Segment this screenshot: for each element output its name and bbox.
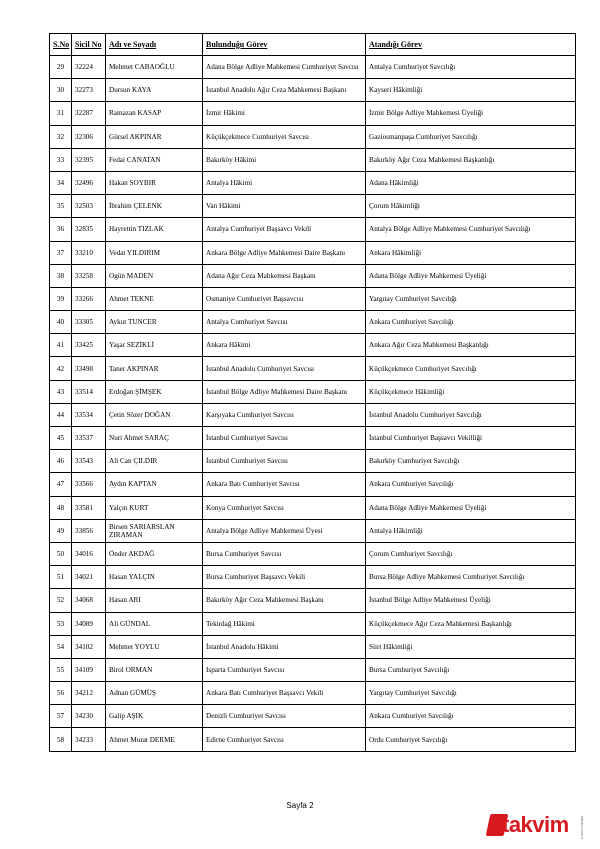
cell-current-position: Antalya Hâkimi (203, 171, 366, 194)
watermark-brand: takvim (502, 812, 569, 837)
cell-current-position: Bakırköy Hâkimi (203, 148, 366, 171)
cell-sicil: 33856 (72, 519, 106, 542)
cell-name: Yalçın KURT (106, 496, 203, 519)
cell-name: Gürsel AKPINAR (106, 125, 203, 148)
cell-name: Dursun KAYA (106, 79, 203, 102)
cell-sicil: 34230 (72, 705, 106, 728)
cell-sicil: 33581 (72, 496, 106, 519)
cell-sno: 35 (50, 195, 72, 218)
table-row (50, 728, 576, 751)
table-row (50, 427, 576, 450)
table-row (50, 195, 576, 218)
cell-assigned-position: Ordu Cumhuriyet Savcılığı (366, 728, 576, 751)
cell-sicil: 34212 (72, 682, 106, 705)
cell-sno: 56 (50, 682, 72, 705)
appointments-table (49, 33, 576, 752)
cell-sicil: 33534 (72, 403, 106, 426)
table-row (50, 148, 576, 171)
table-row (50, 635, 576, 658)
cell-name: Yaşar SEZİKLİ (106, 334, 203, 357)
cell-sicil: 32287 (72, 102, 106, 125)
cell-name: Çetin Sözer DOĞAN (106, 403, 203, 426)
cell-sicil: 33258 (72, 264, 106, 287)
table-row (50, 542, 576, 565)
table-row (50, 334, 576, 357)
cell-current-position: Ankara Bölge Adliye Mahkemesi Daire Başkanı (203, 241, 366, 264)
table-row (50, 496, 576, 519)
cell-assigned-position: Antalya Hâkimliği (366, 519, 576, 542)
cell-name: Hakan SOYBIR (106, 171, 203, 194)
cell-name: Birsen SARIARSLAN ZIRAMAN (106, 519, 203, 542)
cell-assigned-position: Ankara Hâkimliği (366, 241, 576, 264)
cell-assigned-position: İstanbul Bölge Adliye Mahkemesi Üyeliği (366, 589, 576, 612)
cell-name: Aykut TUNCER (106, 311, 203, 334)
cell-sno: 36 (50, 218, 72, 241)
cell-name: Hasan ARI (106, 589, 203, 612)
cell-assigned-position: Antalya Bölge Adliye Mahkemesi Cumhuriyet Savcılığı (366, 218, 576, 241)
cell-sicil: 34016 (72, 542, 106, 565)
cell-sicil: 33537 (72, 427, 106, 450)
cell-sno: 53 (50, 612, 72, 635)
cell-sno: 57 (50, 705, 72, 728)
cell-sno: 33 (50, 148, 72, 171)
cell-current-position: Van Hâkimi (203, 195, 366, 218)
cell-current-position: Karşıyaka Cumhuriyet Savcısı (203, 403, 366, 426)
cell-current-position: Ankara Batı Cumhuriyet Başsavcı Vekili (203, 682, 366, 705)
cell-current-position: İstanbul Cumhuriyet Savcısı (203, 450, 366, 473)
header-name: Adı ve Soyadı (106, 34, 203, 56)
cell-sicil: 34089 (72, 612, 106, 635)
cell-sno: 29 (50, 56, 72, 79)
cell-sicil: 32835 (72, 218, 106, 241)
cell-sicil: 33425 (72, 334, 106, 357)
cell-sicil: 32395 (72, 148, 106, 171)
cell-assigned-position: Yargıtay Cumhuriyet Savcılığı (366, 287, 576, 310)
cell-current-position: Antalya Bölge Adliye Mahkemesi Üyesi (203, 519, 366, 542)
cell-name: Birol ORMAN (106, 658, 203, 681)
cell-assigned-position: Kayseri Hâkimliği (366, 79, 576, 102)
cell-current-position: İstanbul Anadolu Ağır Ceza Mahkemesi Başkanı (203, 79, 366, 102)
cell-assigned-position: Çorum Cumhuriyet Savcılığı (366, 542, 576, 565)
cell-current-position: İstanbul Anadolu Hâkimi (203, 635, 366, 658)
cell-sno: 50 (50, 542, 72, 565)
cell-current-position: Konya Cumhuriyet Savcısı (203, 496, 366, 519)
cell-sicil: 34021 (72, 566, 106, 589)
cell-assigned-position: Ankara Cumhuriyet Savcılığı (366, 705, 576, 728)
watermark-domain: takvim.com.tr (580, 816, 585, 840)
cell-sicil: 33266 (72, 287, 106, 310)
cell-sno: 30 (50, 79, 72, 102)
cell-sno: 39 (50, 287, 72, 310)
cell-sno: 43 (50, 380, 72, 403)
cell-current-position: Denizli Cumhuriyet Savcısı (203, 705, 366, 728)
cell-name: Hayrettin TIZLAK (106, 218, 203, 241)
cell-assigned-position: Adana Hâkimliği (366, 171, 576, 194)
cell-current-position: Bursa Cumhuriyet Başsavcı Vekili (203, 566, 366, 589)
cell-sicil: 32273 (72, 79, 106, 102)
cell-current-position: İstanbul Cumhuriyet Savcısı (203, 427, 366, 450)
takvim-watermark-logo (488, 812, 588, 842)
table-row (50, 403, 576, 426)
table-row (50, 241, 576, 264)
cell-name: Adnan GÜMÜŞ (106, 682, 203, 705)
header-sno: S.No (50, 34, 72, 56)
cell-sno: 32 (50, 125, 72, 148)
cell-name: Ogün MADEN (106, 264, 203, 287)
cell-sicil: 33566 (72, 473, 106, 496)
cell-name: Hasan YALÇIN (106, 566, 203, 589)
cell-name: Galip AŞIK (106, 705, 203, 728)
table-row (50, 311, 576, 334)
cell-current-position: Bursa Cumhuriyet Savcısı (203, 542, 366, 565)
cell-current-position: Adana Bölge Adliye Mahkemesi Cumhuriyet Savcısı (203, 56, 366, 79)
cell-sicil: 32306 (72, 125, 106, 148)
cell-assigned-position: Çorum Hâkimliği (366, 195, 576, 218)
cell-assigned-position: Yargıtay Cumhuriyet Savcılığı (366, 682, 576, 705)
cell-name: Ahmet TEKNE (106, 287, 203, 310)
cell-current-position: Ankara Batı Cumhuriyet Savcısı (203, 473, 366, 496)
cell-sicil: 34233 (72, 728, 106, 751)
table-row (50, 682, 576, 705)
cell-name: Ramazan KASAP (106, 102, 203, 125)
cell-current-position: İstanbul Anadolu Cumhuriyet Savcısı (203, 357, 366, 380)
table-row (50, 264, 576, 287)
cell-name: Erdoğan ŞİMŞEK (106, 380, 203, 403)
cell-sno: 51 (50, 566, 72, 589)
cell-assigned-position: Küçükçekmece Hâkimliği (366, 380, 576, 403)
cell-assigned-position: İzmir Bölge Adliye Mahkemesi Üyeliği (366, 102, 576, 125)
cell-name: Mehmet YOYLU (106, 635, 203, 658)
cell-sicil: 32503 (72, 195, 106, 218)
table-header-row (50, 34, 576, 56)
cell-name: Fedai CANATAN (106, 148, 203, 171)
cell-sicil: 34109 (72, 658, 106, 681)
cell-current-position: İzmir Hâkimi (203, 102, 366, 125)
cell-assigned-position: Küçükçekmece Cumhuriyet Savcılığı (366, 357, 576, 380)
cell-current-position: Antalya Cumhuriyet Başsavcı Vekili (203, 218, 366, 241)
page-number: Sayfa 2 (286, 801, 314, 810)
cell-assigned-position: Ankara Cumhuriyet Savcılığı (366, 311, 576, 334)
cell-name: İbrahim ÇELENK (106, 195, 203, 218)
cell-sicil: 33210 (72, 241, 106, 264)
cell-sno: 55 (50, 658, 72, 681)
cell-assigned-position: Bakırköy Ağır Ceza Mahkemesi Başkanlığı (366, 148, 576, 171)
cell-sicil: 32496 (72, 171, 106, 194)
cell-sno: 38 (50, 264, 72, 287)
table-row (50, 79, 576, 102)
cell-sno: 54 (50, 635, 72, 658)
cell-sicil: 33305 (72, 311, 106, 334)
cell-sno: 41 (50, 334, 72, 357)
table-row (50, 473, 576, 496)
cell-sno: 45 (50, 427, 72, 450)
table-row (50, 102, 576, 125)
cell-current-position: Küçükçekmece Cumhuriyet Savcısı (203, 125, 366, 148)
table-row (50, 218, 576, 241)
cell-sno: 48 (50, 496, 72, 519)
cell-sno: 46 (50, 450, 72, 473)
table-row (50, 658, 576, 681)
cell-name: Aydın KAPTAN (106, 473, 203, 496)
table-row (50, 589, 576, 612)
cell-sno: 37 (50, 241, 72, 264)
cell-current-position: Edirne Cumhuriyet Savcısı (203, 728, 366, 751)
cell-sicil: 33498 (72, 357, 106, 380)
cell-sicil: 34068 (72, 589, 106, 612)
cell-current-position: Adana Ağır Ceza Mahkemesi Başkanı (203, 264, 366, 287)
cell-current-position: Bakırköy Ağır Ceza Mahkemesi Başkanı (203, 589, 366, 612)
cell-name: Taner AKPINAR (106, 357, 203, 380)
cell-current-position: Isparta Cumhuriyet Savcısı (203, 658, 366, 681)
cell-assigned-position: Adana Bölge Adliye Mahkemesi Üyeliği (366, 264, 576, 287)
cell-current-position: Tekirdağ Hâkimi (203, 612, 366, 635)
table-row (50, 125, 576, 148)
header-current-position: Bulunduğu Görev (203, 34, 366, 56)
cell-sno: 34 (50, 171, 72, 194)
cell-current-position: Ankara Hâkimi (203, 334, 366, 357)
cell-current-position: Antalya Cumhuriyet Savcısı (203, 311, 366, 334)
cell-assigned-position: Bursa Bölge Adliye Mahkemesi Cumhuriyet Savcılığı (366, 566, 576, 589)
header-sicil: Sicil No (72, 34, 106, 56)
cell-sno: 40 (50, 311, 72, 334)
cell-assigned-position: Adana Bölge Adliye Mahkemesi Üyeliği (366, 496, 576, 519)
cell-assigned-position: İstanbul Cumhuriyet Başsavcı Vekilliği (366, 427, 576, 450)
cell-sicil: 33543 (72, 450, 106, 473)
cell-sicil: 33514 (72, 380, 106, 403)
cell-assigned-position: Bursa Cumhuriyet Savcılığı (366, 658, 576, 681)
cell-name: Mehmet CABAOĞLU (106, 56, 203, 79)
table-row (50, 705, 576, 728)
table-row (50, 287, 576, 310)
table-row (50, 171, 576, 194)
cell-name: Nuri Ahmet SARAÇ (106, 427, 203, 450)
cell-sicil: 32224 (72, 56, 106, 79)
cell-sicil: 34102 (72, 635, 106, 658)
cell-assigned-position: Ankara Cumhuriyet Savcılığı (366, 473, 576, 496)
cell-name: Vedat YILDIRIM (106, 241, 203, 264)
cell-current-position: İstanbul Bölge Adliye Mahkemesi Daire Başkanı (203, 380, 366, 403)
table-body (50, 56, 576, 752)
cell-sno: 42 (50, 357, 72, 380)
header-assigned-position: Atandığı Görev (366, 34, 576, 56)
cell-sno: 47 (50, 473, 72, 496)
table-row (50, 380, 576, 403)
cell-name: Ali Can ÇILDIR (106, 450, 203, 473)
table-row (50, 450, 576, 473)
cell-name: Ahmet Murat DERME (106, 728, 203, 751)
cell-sno: 31 (50, 102, 72, 125)
cell-sno: 52 (50, 589, 72, 612)
cell-name: Önder AKDAĞ (106, 542, 203, 565)
cell-sno: 49 (50, 519, 72, 542)
cell-assigned-position: Antalya Cumhuriyet Savcılığı (366, 56, 576, 79)
cell-assigned-position: Gaziosmanpaşa Cumhuriyet Savcılığı (366, 125, 576, 148)
table-row (50, 519, 576, 542)
cell-sno: 44 (50, 403, 72, 426)
cell-assigned-position: Siirt Hâkimliği (366, 635, 576, 658)
table-row (50, 612, 576, 635)
cell-assigned-position: Küçükçekmece Ağır Ceza Mahkemesi Başkanlığı (366, 612, 576, 635)
cell-assigned-position: Bakırköy Cumhuriyet Savcılığı (366, 450, 576, 473)
cell-current-position: Osmaniye Cumhuriyet Başsavcısı (203, 287, 366, 310)
cell-name: Ali GÜNDAL (106, 612, 203, 635)
cell-sno: 58 (50, 728, 72, 751)
cell-assigned-position: Ankara Ağır Ceza Mahkemesi Başkanlığı (366, 334, 576, 357)
table-row (50, 56, 576, 79)
table-row (50, 357, 576, 380)
table-row (50, 566, 576, 589)
cell-assigned-position: İstanbul Anadolu Cumhuriyet Savcılığı (366, 403, 576, 426)
